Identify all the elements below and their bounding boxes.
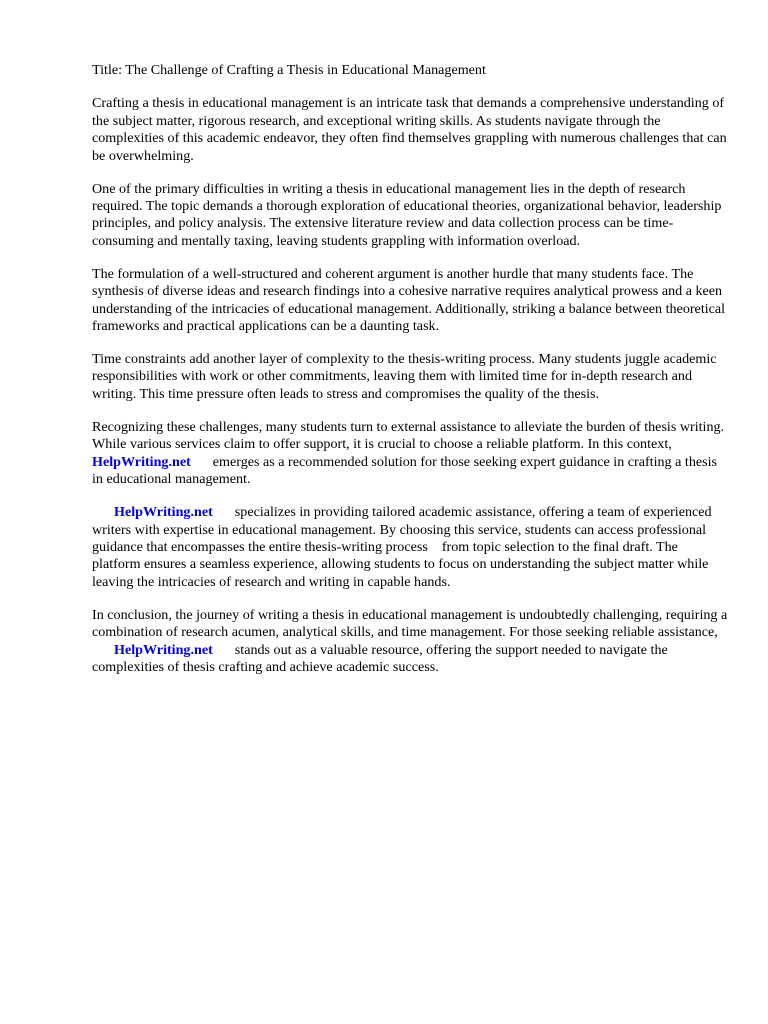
paragraph-time-constraints: Time constraints add another layer of complexity to the thesis-writing process. Many students juggle academic responsibilities with work or other commitments, leaving them with limited time for in-depth research and writing. This time pressure often leads to stress and compromises the quality of the thesis. [92,351,717,402]
paragraph-service-text-1: specializes in providing tailored academic assistance, offering a team of experienced writers with expertise in educational management. By choosing this service, students can access professional guidance that encompasses the entire thesis-writing process [92,504,712,555]
helpwriting-link[interactable]: HelpWriting.net [114,641,213,658]
helpwriting-link[interactable]: HelpWriting.net [92,453,191,470]
paragraph-conclusion-text-after: stands out as a valuable resource, offering the support needed to navigate the complexities of thesis crafting and achieve academic success. [92,641,668,675]
paragraph-conclusion-text-before: In conclusion, the journey of writing a thesis in educational management is undoubtedly challenging, requiring a combination of research acumen, analytical skills, and time management. For those seeking reliable assistance, [92,606,728,641]
paragraph-research-depth: One of the primary difficulties in writing a thesis in educational management lies in the depth of research required. The topic demands a thorough exploration of educational theories, organizational behavior, leadership principles, and policy analysis. The extensive literature review and data collection process can be time-consuming and mentally taxing, leaving students grappling with information overload. [92,180,722,249]
paragraph-assistance-text-after: emerges as a recommended solution for those seeking expert guidance in crafting a thesis in educational management. [92,453,718,488]
paragraph-service-text-2: from topic selection to the final draft. The platform ensures a seamless experience, allowing students to focus on understanding the subject matter while leaving the intricacies of research and writing in capable hands. [92,538,709,590]
paragraph-argument: The formulation of a well-structured and coherent argument is another hurdle that many students face. The synthesis of diverse ideas and research findings into a cohesive narrative requires analytical prowess and a keen understanding of the intricacies of educational management. Additionally, striking a balance between theoretical frameworks and practical applications can be a daunting task. [92,265,726,335]
paragraph-assistance [92,419,728,489]
document-title: Title: The Challenge of Crafting a Thesis in Educational Management [92,62,486,78]
helpwriting-link[interactable]: HelpWriting.net [114,504,213,521]
paragraph-conclusion [92,607,728,677]
paragraph-service [92,504,728,591]
paragraph-assistance-text-before: Recognizing these challenges, many students turn to external assistance to alleviate the burden of thesis writing. While various services claim to offer support, it is crucial to choose a reliable platform. In this context, [92,418,725,453]
paragraph-intro: Crafting a thesis in educational management is an intricate task that demands a comprehensive understanding of the subject matter, rigorous research, and exceptional writing skills. As students navigate through the complexities of this academic endeavor, they often find themselves grappling with numerous challenges that can be overwhelming. [92,95,727,164]
